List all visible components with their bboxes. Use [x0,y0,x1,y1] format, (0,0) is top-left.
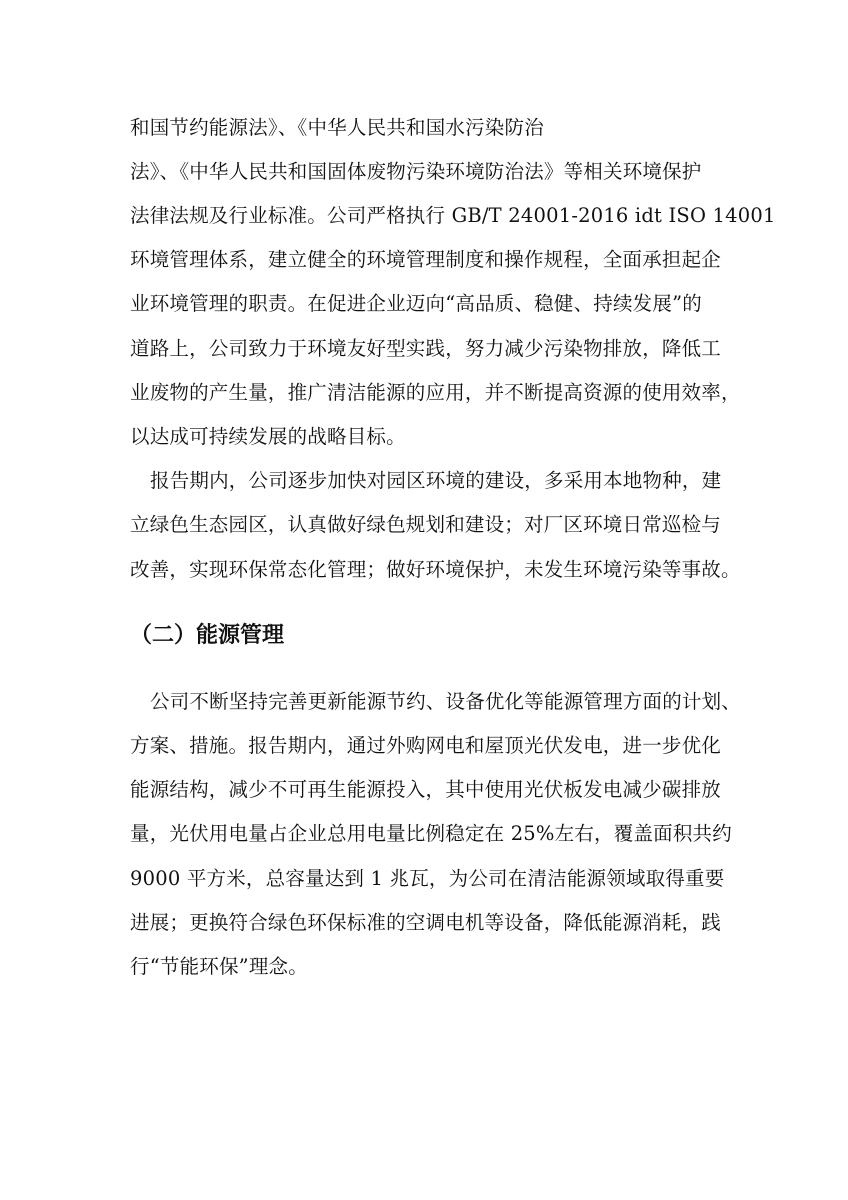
paragraph-line: 业废物的产生量，推广清洁能源的应用，并不断提高资源的使用效率， [130,381,741,404]
paragraph-line: 报告期内，公司逐步加快对园区环境的建设，多采用本地物种，建 [150,469,722,492]
section-heading: （二）能源管理 [130,623,285,648]
paragraph-line: 环境管理体系，建立健全的环境管理制度和操作规程，全面承担起企 [130,248,722,271]
paragraph-line: 法》、《中华人民共和国固体废物污染环境防治法》等相关环境保护 [130,160,702,183]
paragraph-line: 立绿色生态园区，认真做好绿色规划和建设；对厂区环境日常巡检与 [130,513,722,536]
paragraph-line: 能源结构，减少不可再生能源投入，其中使用光伏板发电减少碳排放 [130,778,722,801]
paragraph-line: 行“节能环保”理念。 [130,955,308,978]
paragraph-line: 9000 平方米，总容量达到 1 兆瓦，为公司在清洁能源领域取得重要 [130,867,725,890]
paragraph-line: 和国节约能源法》、《中华人民共和国水污染防治 [130,116,544,139]
paragraph-line: 方案、措施。报告期内，通过外购网电和屋顶光伏发电，进一步优化 [130,734,722,757]
paragraph-line: 以达成可持续发展的战略目标。 [130,425,406,448]
paragraph-line: 改善，实现环保常态化管理；做好环境保护，未发生环境污染等事故。 [130,558,741,581]
paragraph-line: 道路上，公司致力于环境友好型实践，努力减少污染物排放，降低工 [130,337,722,360]
paragraph-line: 公司不断坚持完善更新能源节约、设备优化等能源管理方面的计划、 [150,690,742,713]
paragraph-line: 量，光伏用电量占企业总用电量比例稳定在 25%左右，覆盖面积共约 [130,822,732,845]
paragraph-line: 业环境管理的职责。在促进企业迈向“高品质、稳健、持续发展”的 [130,292,702,315]
paragraph-line: 法律法规及行业标准。公司严格执行 GB/T 24001-2016 idt ISO 14001 [130,204,776,227]
paragraph-line: 进展；更换符合绿色环保标准的空调电机等设备，降低能源消耗，践 [130,911,722,934]
